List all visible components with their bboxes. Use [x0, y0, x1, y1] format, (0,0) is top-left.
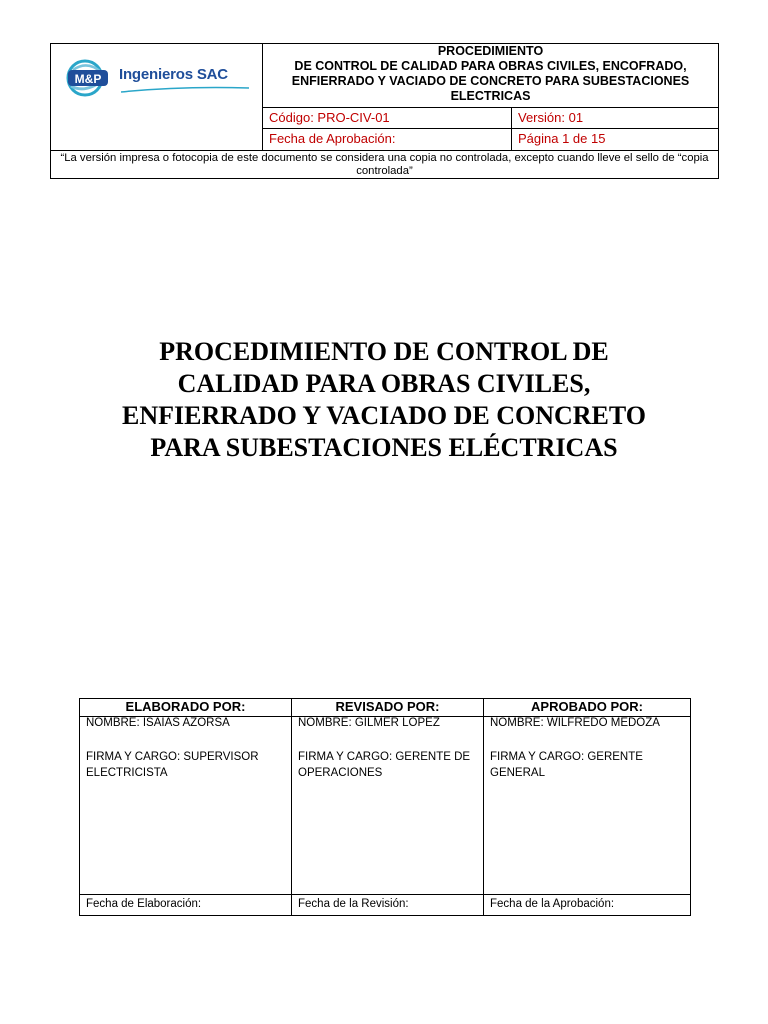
signer-role: FIRMA Y CARGO: SUPERVISOR ELECTRICISTA — [86, 751, 259, 779]
page-number: Página 1 de 15 — [518, 131, 606, 146]
date-label: Fecha de la Revisión: — [298, 898, 409, 910]
signer-role: FIRMA Y CARGO: GERENTE GENERAL — [490, 751, 643, 779]
signature-table — [79, 698, 691, 916]
controlled-copy-note: “La versión impresa o fotocopia de este documento se considera una copia no controlada, excepto cuando lleve el sello de “copia controlada” — [51, 150, 718, 178]
date-row — [292, 894, 483, 916]
document-code: Código: PRO-CIV-01 — [263, 108, 512, 129]
signer-name: NOMBRE: ISAIAS AZORSA — [86, 717, 230, 729]
signer-role: FIRMA Y CARGO: GERENTE DE OPERACIONES — [298, 751, 471, 779]
main-title — [60, 336, 708, 464]
logo-swoosh-icon — [121, 84, 251, 94]
approval-date: Fecha de Aprobación: — [263, 129, 512, 150]
document-header-table — [50, 43, 719, 179]
company-logo — [65, 58, 255, 104]
main-title-line: ENFIERRADO Y VACIADO DE CONCRETO — [122, 401, 646, 430]
signature-column-revisado — [292, 699, 484, 915]
date-label: Fecha de la Aprobación: — [490, 898, 615, 910]
header-title-line2: DE CONTROL DE CALIDAD PARA OBRAS CIVILES, ENCOFRADO, ENFIERRADO Y VACIADO DE CONCRETO PARA SUBESTACIONES ELECTRICAS — [291, 59, 690, 103]
date-label: Fecha de Elaboración: — [86, 898, 202, 910]
logo-cell — [51, 44, 263, 150]
column-heading: ELABORADO POR: — [80, 699, 291, 717]
signer-name: NOMBRE: WILFREDO MEDOZA — [490, 717, 660, 729]
company-name: Ingenieros SAC — [119, 66, 228, 83]
signature-column-elaborado — [80, 699, 292, 915]
main-title-line: PARA SUBESTACIONES ELÉCTRICAS — [150, 433, 618, 462]
main-title-line: PROCEDIMIENTO DE CONTROL DE — [159, 337, 609, 366]
brand-mark: M&P — [74, 72, 102, 86]
column-heading: APROBADO POR: — [484, 699, 690, 717]
main-title-line: CALIDAD PARA OBRAS CIVILES, — [177, 369, 591, 398]
column-heading: REVISADO POR: — [292, 699, 483, 717]
document-version: Versión: 01 — [512, 108, 718, 129]
signature-column-aprobado — [484, 699, 690, 915]
date-row — [484, 894, 690, 916]
header-title — [263, 44, 718, 108]
signer-name: NOMBRE: GILMER LOPEZ — [298, 717, 440, 729]
date-row — [80, 894, 291, 916]
header-title-line1: PROCEDIMIENTO — [437, 44, 544, 58]
mp-logo-icon — [65, 58, 117, 98]
